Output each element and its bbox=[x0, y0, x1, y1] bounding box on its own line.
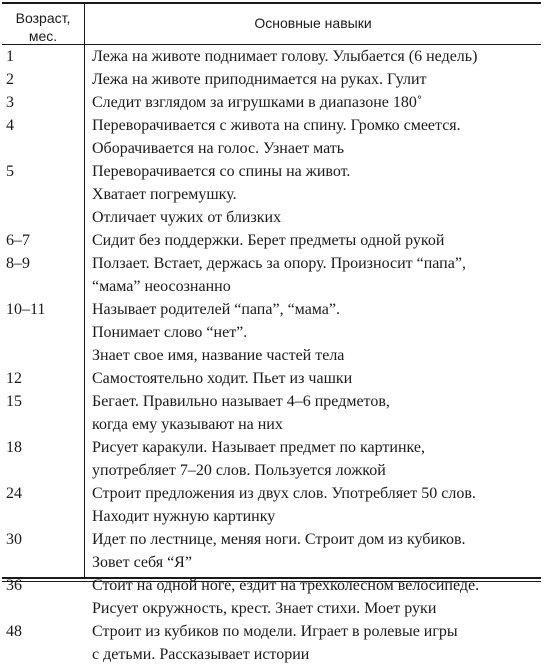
skill-line: с детьми. Рассказывает истории bbox=[92, 646, 310, 663]
skill-line: Хватает погремушку. bbox=[92, 186, 237, 203]
skill-line: Оборачивается на голос. Узнает мать bbox=[92, 140, 345, 157]
skills-cell bbox=[92, 70, 427, 93]
age-cell: 30 bbox=[6, 531, 22, 548]
skill-line: Отличает чужих от близких bbox=[92, 209, 282, 226]
age-cell: 15 bbox=[6, 393, 22, 410]
skill-line: Строит предложения из двух слов. Употребляет 50 слов. bbox=[92, 485, 476, 502]
age-cell: 12 bbox=[6, 370, 22, 387]
skill-line: употребляет 7–20 слов. Пользуется ложкой bbox=[92, 462, 386, 479]
skill-line: Зовет себя “Я” bbox=[92, 554, 192, 571]
skill-line: Самостоятельно ходит. Пьет из чашки bbox=[92, 370, 353, 387]
column-divider bbox=[84, 4, 85, 578]
header-age bbox=[2, 9, 84, 45]
skill-line: когда ему указывают на них bbox=[92, 416, 283, 433]
skills-cell bbox=[92, 484, 476, 530]
skill-line: Бегает. Правильно называет 4–6 предметов, bbox=[92, 393, 390, 410]
skills-cell bbox=[92, 369, 352, 392]
header-skills: Основные навыки bbox=[254, 15, 372, 31]
skill-line: Идет по лестнице, меняя ноги. Строит дом из кубиков. bbox=[92, 531, 466, 548]
age-cell: 3 bbox=[6, 94, 14, 111]
skill-line: Рисует каракули. Называет предмет по картинке, bbox=[92, 439, 426, 456]
skill-line: Лежа на животе поднимает голову. Улыбается (6 недель) bbox=[92, 48, 478, 65]
skills-cell bbox=[92, 254, 466, 300]
top-rule bbox=[2, 2, 541, 4]
skill-line: Знает свое имя, название частей тела bbox=[92, 347, 345, 364]
age-cell: 18 bbox=[6, 439, 22, 456]
skill-line: Строит из кубиков по модели. Играет в ролевые игры bbox=[92, 623, 458, 640]
skills-cell bbox=[92, 622, 458, 668]
age-cell: 4 bbox=[6, 117, 14, 134]
skill-line: Переворачивается с живота на спину. Громко смеется. bbox=[92, 117, 461, 134]
age-cell: 36 bbox=[6, 577, 22, 594]
skill-line: Понимает слово “нет”. bbox=[92, 324, 248, 341]
header-age-line1: Возраст, bbox=[15, 10, 71, 26]
skill-line: Лежа на животе приподнимается на руках. Гулит bbox=[92, 71, 427, 88]
skill-line: Переворачивается со спины на живот. bbox=[92, 163, 351, 180]
skill-line: “мама” неосознанно bbox=[92, 278, 231, 295]
age-cell: 10–11 bbox=[6, 301, 46, 318]
age-cell: 48 bbox=[6, 623, 22, 640]
skill-line: Стоит на одной ноге, ездит на трехколесном велосипеде. bbox=[92, 577, 480, 594]
skills-cell bbox=[92, 231, 444, 254]
age-cell: 1 bbox=[6, 48, 14, 65]
skill-line: Следит взглядом за игрушками в диапазоне 180˚ bbox=[92, 94, 423, 111]
skills-cell bbox=[92, 93, 422, 116]
skills-cell bbox=[92, 116, 461, 162]
skill-line: Ползает. Встает, держась за опору. Произносит “папа”, bbox=[92, 255, 466, 272]
skills-cell bbox=[92, 576, 479, 622]
age-cell: 6–7 bbox=[6, 232, 30, 249]
skill-line: Находит нужную картинку bbox=[92, 508, 276, 525]
skill-line: Сидит без поддержки. Берет предметы одной рукой bbox=[92, 232, 445, 249]
age-cell: 8–9 bbox=[6, 255, 30, 272]
age-cell: 5 bbox=[6, 163, 14, 180]
skills-cell bbox=[92, 530, 466, 576]
skills-cell bbox=[92, 47, 477, 70]
skill-line: Рисует окружность, крест. Знает стихи. Моет руки bbox=[92, 600, 437, 617]
skill-line: Называет родителей “папа”, “мама”. bbox=[92, 301, 341, 318]
skills-cell bbox=[92, 162, 350, 231]
skills-cell bbox=[92, 392, 390, 438]
age-cell: 2 bbox=[6, 71, 14, 88]
age-cell: 24 bbox=[6, 485, 22, 502]
skills-cell bbox=[92, 300, 344, 369]
skills-cell bbox=[92, 438, 425, 484]
header-age-line2: мес. bbox=[28, 28, 58, 44]
